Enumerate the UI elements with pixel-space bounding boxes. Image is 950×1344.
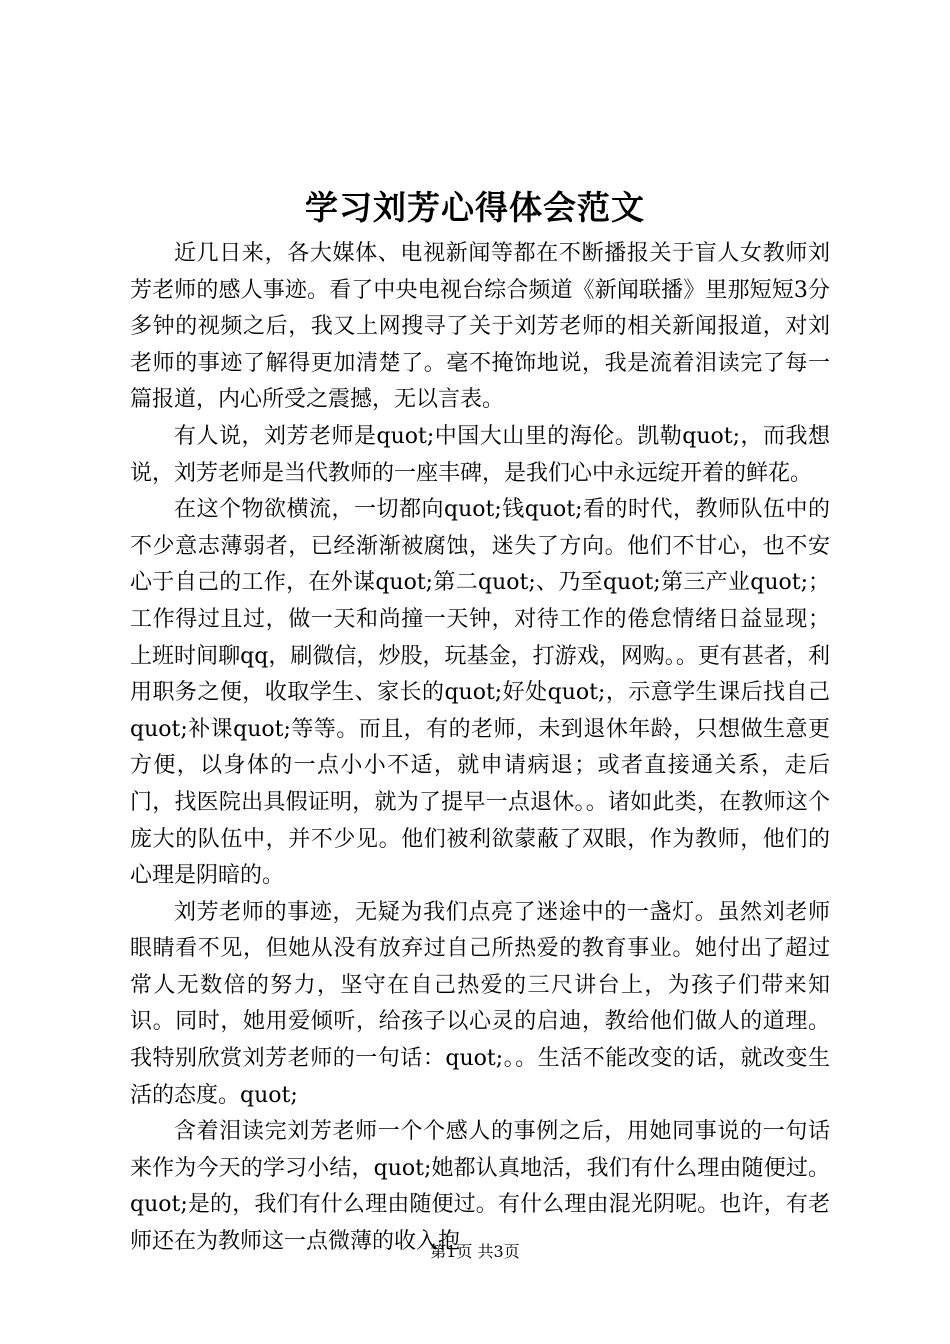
paragraph: 近几日来，各大媒体、电视新闻等都在不断播报关于盲人女教师刘芳老师的感人事迹。看了中央电视台综合频道《新闻联播》里那短短3分多钟的视频之后，我又上网搜寻了关于刘芳老师的相关新闻报道，对刘老师的事迹了解得更加清楚了。毫不掩饰地说，我是流着泪读完了每一篇报道，内心所受之震撼，无以言表。 xyxy=(130,241,830,413)
document-body xyxy=(130,236,830,1261)
page-footer: 第1页 共3页 xyxy=(430,1242,520,1261)
document-title: 学习刘芳心得体会范文 xyxy=(305,188,645,227)
paragraph: 含着泪读完刘芳老师一个个感人的事例之后，用她同事说的一句话来作为今天的学习小结，quot;她都认真地活，我们有什么理由随便过。quot;是的，我们有什么理由随便过。有什么理由混光阴呢。也许，有老师还在为教师这一点微薄的收入抱 xyxy=(130,1119,830,1255)
paragraph: 有人说，刘芳老师是quot;中国大山里的海伦。凯勒quot;，而我想说，刘芳老师是当代教师的一座丰碑，是我们心中永远绽开着的鲜花。 xyxy=(130,423,830,486)
paragraph: 刘芳老师的事迹，无疑为我们点亮了迷途中的一盏灯。虽然刘老师眼睛看不见，但她从没有放弃过自己所热爱的教育事业。她付出了超过常人无数倍的努力，坚守在自己热爱的三尺讲台上，为孩子们带来知识。同时，她用爱倾听，给孩子以心灵的启迪，教给他们做人的道理。我特别欣赏刘芳老师的一句话：quot;。。生活不能改变的话，就改变生活的态度。quot; xyxy=(130,899,830,1108)
paragraph: 在这个物欲横流，一切都向quot;钱quot;看的时代，教师队伍中的不少意志薄弱者，已经渐渐被腐蚀，迷失了方向。他们不甘心，也不安心于自己的工作，在外谋quot;第二quot;、乃至quot;第三产业quot;；工作得过且过，做一天和尚撞一天钟，对待工作的倦怠情绪日益显现；上班时间聊qq，刷微信，炒股，玩基金，打游戏，网购。。更有甚者，利用职务之便，收取学生、家长的quot;好处quot;，示意学生课后找自己quot;补课quot;等等。而且，有的老师，未到退休年龄，只想做生意更方便，以身体的一点小小不适，就申请病退；或者直接通关系，走后门，找医院出具假证明，就为了提早一点退休。。诸如此类，在教师这个庞大的队伍中，并不少见。他们被利欲蒙蔽了双眼，作为教师，他们的心理是阴暗的。 xyxy=(130,497,830,889)
